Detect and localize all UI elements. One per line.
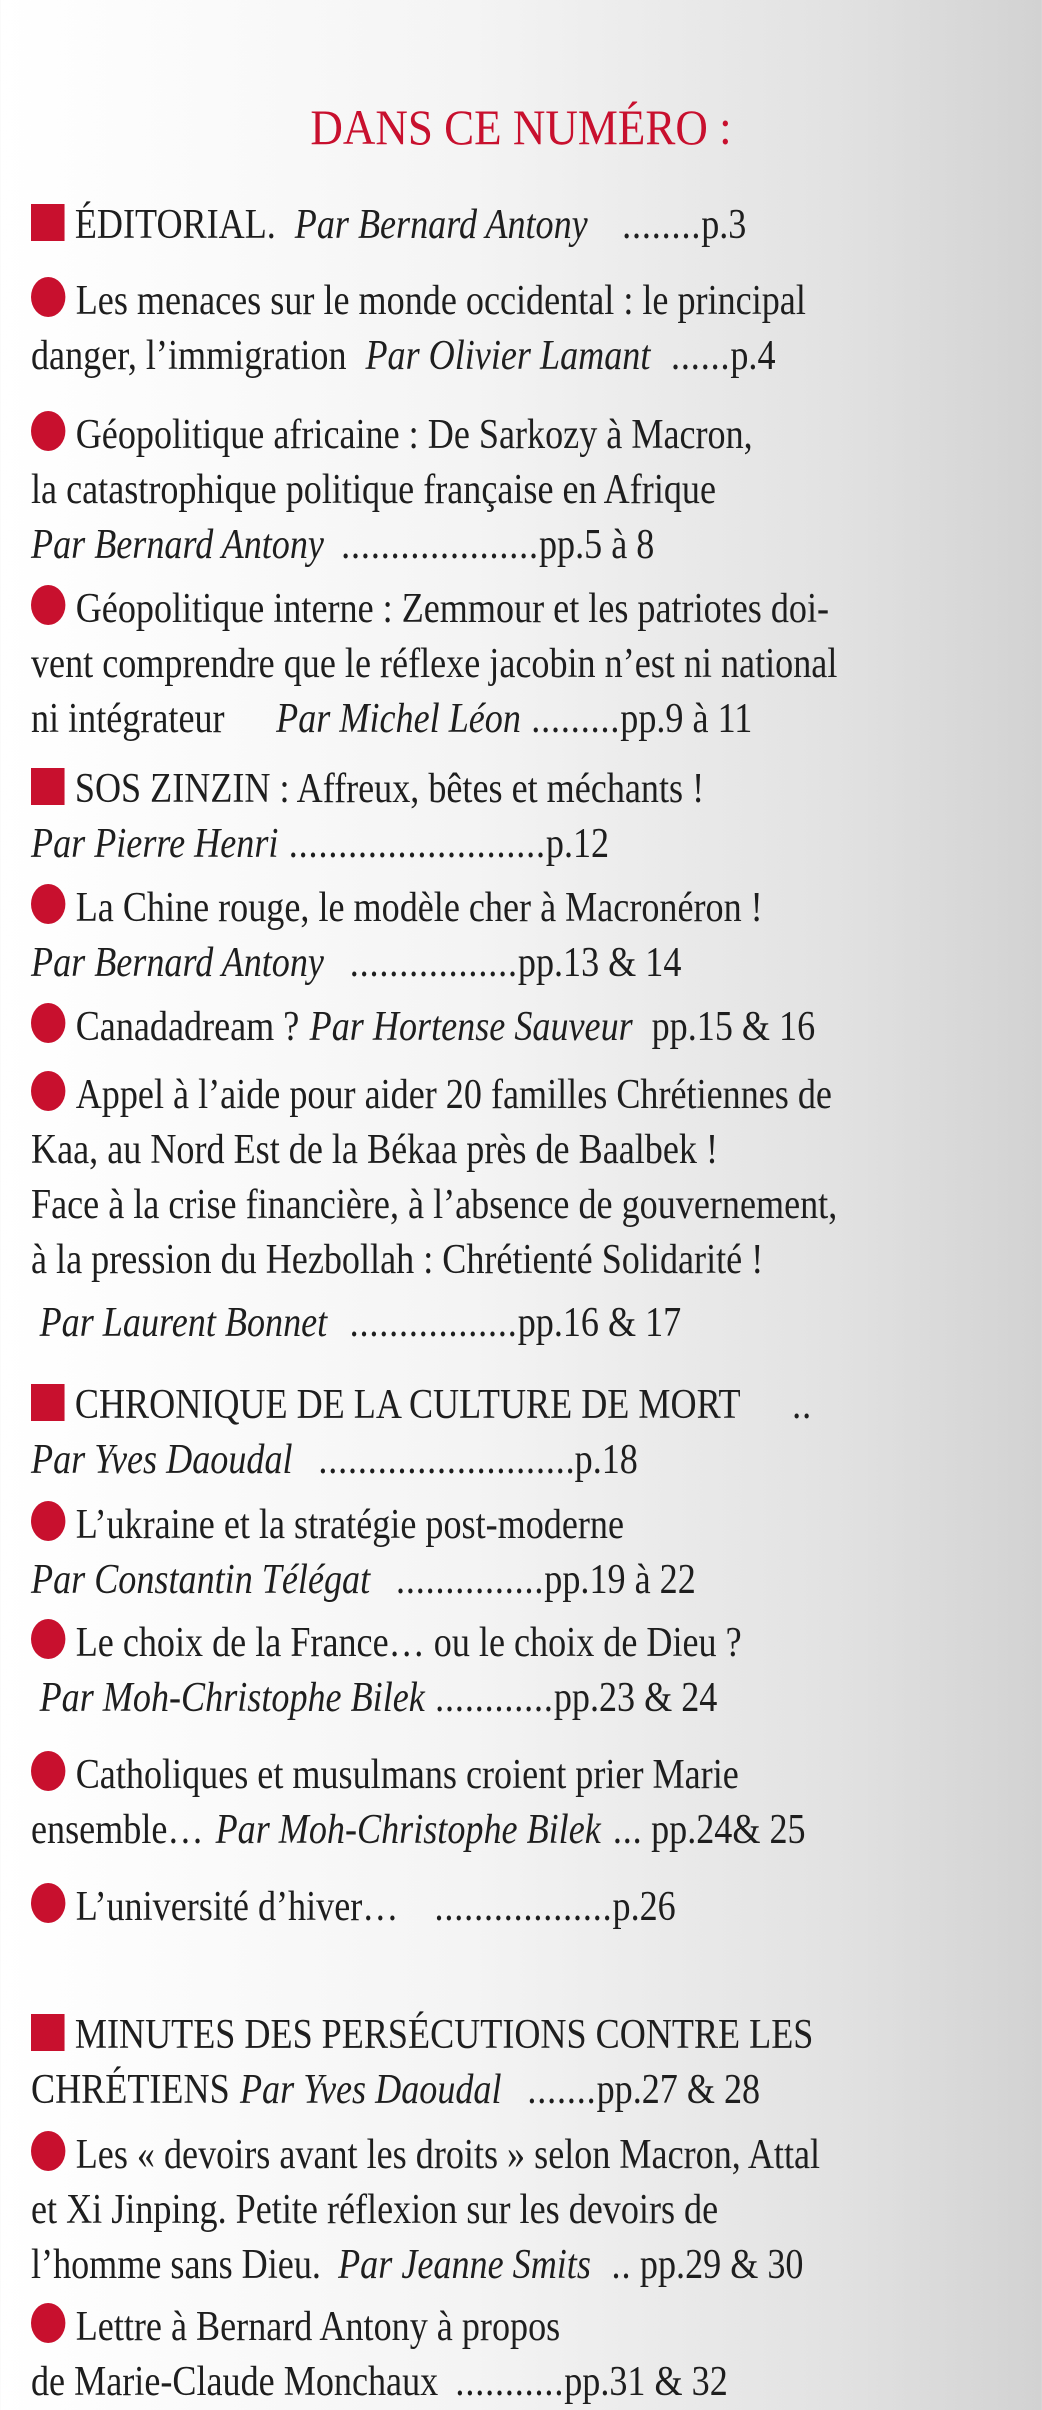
entry-author: Par Moh-Christophe Bilek bbox=[215, 1807, 601, 1853]
entry-title: La Chine rouge, le modèle cher à Macronéron ! bbox=[75, 885, 763, 931]
page-number: pp.29 & 30 bbox=[639, 2242, 804, 2288]
circle-bullet-icon bbox=[31, 884, 65, 924]
leader-dots: ... bbox=[612, 1807, 643, 1853]
page-number: pp.16 & 17 bbox=[517, 1300, 682, 1346]
leader-dots: ................. bbox=[349, 1300, 518, 1346]
square-bullet-icon bbox=[31, 204, 65, 241]
entry-author: Par Laurent Bonnet bbox=[39, 1300, 328, 1346]
page-number: p.12 bbox=[545, 821, 610, 867]
entry-author: Par Bernard Antony bbox=[31, 940, 324, 986]
page-number: pp.9 à 11 bbox=[620, 696, 753, 742]
page-number: pp.31 & 32 bbox=[564, 2359, 728, 2405]
square-bullet-icon bbox=[31, 768, 65, 805]
page-number: pp.27 & 28 bbox=[596, 2067, 761, 2113]
entry-author: Par Jeanne Smits bbox=[338, 2242, 591, 2288]
page-number: p.26 bbox=[612, 1884, 676, 1930]
leader-dots: ........... bbox=[455, 2359, 565, 2405]
entry-title: Géopolitique africaine : De Sarkozy à Macron, bbox=[75, 412, 753, 458]
toc-entry-devoirs-droits[interactable] bbox=[31, 2128, 949, 2293]
leader-dots: ......... bbox=[531, 696, 621, 742]
leader-dots: .. bbox=[611, 2242, 632, 2288]
circle-bullet-icon bbox=[31, 1003, 65, 1043]
entry-author: Par Bernard Antony bbox=[31, 522, 324, 568]
circle-bullet-icon bbox=[31, 1071, 65, 1111]
leader-dots: .................... bbox=[341, 522, 539, 568]
page-number: pp.13 & 14 bbox=[517, 940, 682, 986]
circle-bullet-icon bbox=[31, 1751, 65, 1791]
entry-title: l’homme sans Dieu. bbox=[31, 2242, 321, 2288]
leader-dots: .................. bbox=[434, 1884, 613, 1930]
entry-title: Catholiques et musulmans croient prier Marie bbox=[75, 1752, 739, 1798]
entry-title: ÉDITORIAL. bbox=[74, 202, 276, 248]
circle-bullet-icon bbox=[31, 585, 65, 625]
toc-entry-choix-france[interactable] bbox=[31, 1616, 857, 1726]
circle-bullet-icon bbox=[31, 411, 65, 451]
entry-title: CHRONIQUE DE LA CULTURE DE MORT bbox=[74, 1382, 741, 1428]
entry-title: L’ukraine et la stratégie post-moderne bbox=[75, 1502, 625, 1548]
square-bullet-icon bbox=[31, 2014, 65, 2051]
page-number: p.3 bbox=[701, 202, 747, 248]
entry-title: la catastrophique politique française en Afrique bbox=[31, 467, 717, 513]
page-number: pp.15 & 16 bbox=[651, 1004, 816, 1050]
entry-title: à la pression du Hezbollah : Chrétienté Solidarité ! bbox=[31, 1237, 764, 1283]
entry-author: Par Hortense Sauveur bbox=[309, 1004, 633, 1050]
entry-title: Les menaces sur le monde occidental : le principal bbox=[75, 278, 806, 324]
entry-author: Par Bernard Antony bbox=[294, 202, 588, 248]
leader-dots: ...... bbox=[671, 333, 731, 379]
entry-title: SOS ZINZIN : Affreux, bêtes et méchants ! bbox=[74, 766, 705, 812]
toc-entry-canadadream[interactable] bbox=[31, 1000, 943, 1055]
entry-author: Par Olivier Lamant bbox=[365, 333, 651, 379]
toc-entry-universite-hiver[interactable] bbox=[31, 1880, 781, 1935]
entry-title: de Marie-Claude Monchaux bbox=[31, 2359, 439, 2405]
entry-title: MINUTES DES PERSÉCUTIONS CONTRE LES bbox=[74, 2012, 814, 2058]
toc-entry-editorial[interactable] bbox=[31, 198, 863, 253]
leader-dots: ............ bbox=[435, 1675, 554, 1721]
circle-bullet-icon bbox=[31, 1501, 65, 1541]
circle-bullet-icon bbox=[31, 1883, 65, 1923]
entry-title: ensemble… bbox=[31, 1807, 204, 1853]
toc-entry-appel-aide[interactable] bbox=[31, 1068, 969, 1351]
circle-bullet-icon bbox=[31, 277, 65, 317]
page-number: p.4 bbox=[730, 333, 776, 379]
circle-bullet-icon bbox=[31, 2131, 65, 2171]
leader-dots: ................. bbox=[349, 940, 518, 986]
leader-dots: .. bbox=[792, 1382, 812, 1428]
toc-entry-catholiques-musulmans[interactable] bbox=[31, 1748, 932, 1858]
entry-author: Par Michel Léon bbox=[276, 696, 521, 742]
circle-bullet-icon bbox=[31, 1619, 65, 1659]
entry-title: Le choix de la France… ou le choix de Dieu ? bbox=[75, 1620, 742, 1666]
page-number: .p.18 bbox=[565, 1437, 638, 1483]
toc-entry-geopolitique-interne[interactable] bbox=[31, 582, 969, 747]
entry-title: Les « devoirs avant les droits » selon Macron, Attal bbox=[75, 2132, 821, 2178]
toc-entry-menaces[interactable] bbox=[31, 274, 932, 384]
entry-author: Par Pierre Henri bbox=[31, 821, 279, 867]
entry-title: Face à la crise financière, à l’absence de gouvernement, bbox=[31, 1182, 838, 1228]
entry-author: Par Moh-Christophe Bilek bbox=[39, 1675, 425, 1721]
entry-title: Kaa, au Nord Est de la Békaa près de Baalbek ! bbox=[31, 1127, 719, 1173]
circle-bullet-icon bbox=[31, 2303, 65, 2343]
toc-entry-minutes-persecutions[interactable] bbox=[31, 2008, 941, 2118]
entry-title: CHRÉTIENS bbox=[31, 2067, 230, 2113]
leader-dots: ............... bbox=[395, 1557, 545, 1603]
page-number: pp.24& 25 bbox=[651, 1807, 806, 1853]
entry-title: L’université d’hiver… bbox=[75, 1884, 399, 1930]
entry-author: Par Constantin Télégat bbox=[31, 1557, 371, 1603]
square-bullet-icon bbox=[31, 1384, 65, 1421]
leader-dots: ......................... bbox=[318, 1437, 566, 1483]
toc-entry-culture-de-mort[interactable] bbox=[31, 1378, 939, 1488]
page-title: DANS CE NUMÉRO : bbox=[310, 99, 732, 155]
entry-title: ni intégrateur bbox=[31, 696, 225, 742]
page-number: pp.5 à 8 bbox=[538, 522, 655, 568]
entry-author: Par Yves Daoudal bbox=[239, 2067, 502, 2113]
entry-title: Canadadream ? bbox=[75, 1004, 300, 1050]
entry-author: Par Yves Daoudal bbox=[31, 1437, 293, 1483]
toc-entry-lettre-antony[interactable] bbox=[31, 2300, 841, 2410]
leader-dots: .......................... bbox=[288, 821, 546, 867]
toc-entry-ukraine[interactable] bbox=[31, 1498, 804, 1608]
toc-entry-geopolitique-africaine[interactable] bbox=[31, 408, 870, 573]
toc-entry-chine-rouge[interactable] bbox=[31, 881, 882, 991]
entry-title: danger, l’immigration bbox=[31, 333, 347, 379]
entry-title: Géopolitique interne : Zemmour et les patriotes doi- bbox=[75, 586, 830, 632]
entry-title: vent comprendre que le réflexe jacobin n’est ni national bbox=[31, 641, 838, 687]
entry-title: et Xi Jinping. Petite réflexion sur les devoirs de bbox=[31, 2187, 719, 2233]
toc-entry-sos-zinzin[interactable] bbox=[31, 762, 814, 872]
page-number: pp.19 à 22 bbox=[544, 1557, 696, 1603]
leader-dots: ........ bbox=[622, 202, 702, 248]
entry-title: Lettre à Bernard Antony à propos bbox=[75, 2304, 561, 2350]
page-number: pp.23 & 24 bbox=[553, 1675, 718, 1721]
leader-dots: ....... bbox=[527, 2067, 597, 2113]
entry-title: Appel à l’aide pour aider 20 familles Chrétiennes de bbox=[75, 1072, 832, 1118]
